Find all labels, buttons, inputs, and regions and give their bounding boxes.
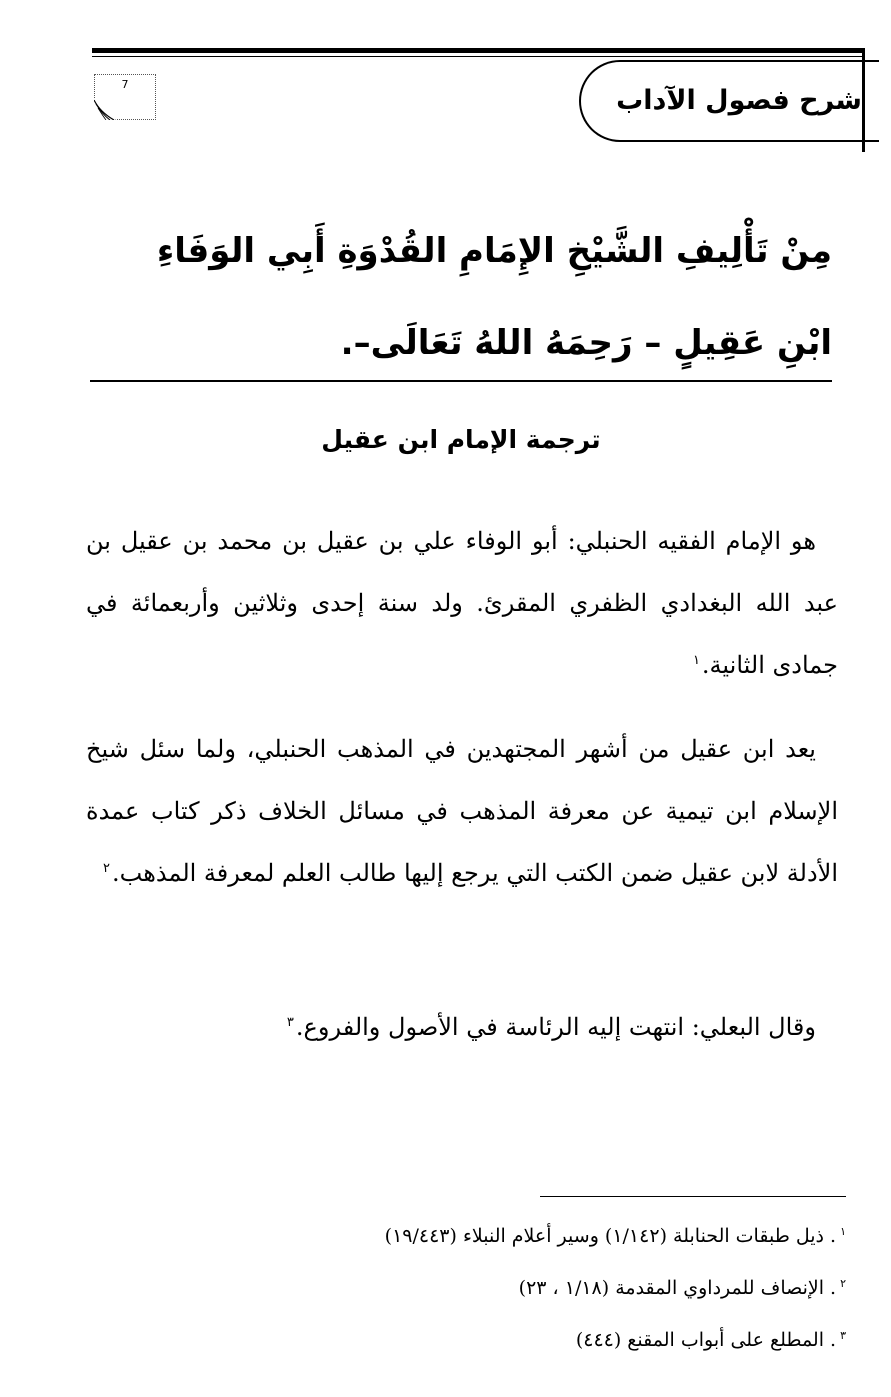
footnote-reference: ١ xyxy=(692,653,700,668)
header-rule-thick xyxy=(92,48,862,53)
header-rule-thin xyxy=(92,56,862,57)
author-divider xyxy=(90,380,832,382)
page-header xyxy=(0,0,891,160)
footnote-item xyxy=(86,1210,846,1262)
footnote-item xyxy=(86,1314,846,1366)
paragraph-text: هو الإمام الفقيه الحنبلي: أبو الوفاء علي بن عقيل بن محمد بن عقيل بن عبد الله البغدادي الظفري المقرئ. ولد سنة إحدى وثلاثين وأربعمائة في جمادى الثانية. xyxy=(86,527,838,679)
paragraph-standing xyxy=(86,718,838,904)
section-heading: ترجمة الإمام ابن عقيل xyxy=(321,425,601,454)
footnote-reference: ٣ xyxy=(286,1015,294,1030)
footnote-text: . ذيل طبقات الحنابلة (١/١٤٢) وسير أعلام النبلاء (١٩/٤٤٣) xyxy=(384,1225,837,1247)
footnote-divider xyxy=(540,1196,846,1197)
title-frame-bar xyxy=(862,48,865,152)
footnote-item xyxy=(86,1262,846,1314)
book-title: شرح فصول الآداب xyxy=(616,85,862,116)
page-number: 7 xyxy=(121,78,129,91)
footnote-text: . الإنصاف للمرداوي المقدمة (١/١٨ ، ٢٣) xyxy=(518,1277,837,1299)
footnote-marker: ١ xyxy=(840,1224,846,1238)
footnote-marker: ٢ xyxy=(840,1276,846,1290)
footnote-text: . المطلع على أبواب المقنع (٤٤٤) xyxy=(575,1329,837,1351)
author-line: مِنْ تَأْلِيفِ الشَّيْخِ الإِمَامِ القُدْوَةِ أَبِي الوَفَاءِ ابْنِ عَقِيلٍ – رَحِمَهُ اللهُ تَعَالَى–. xyxy=(156,231,832,363)
paragraph-text: يعد ابن عقيل من أشهر المجتهدين في المذهب الحنبلي، ولما سئل شيخ الإسلام ابن تيمية عن معرفة المذهب في مسائل الخلاف ذكر كتاب عمدة الأدلة لابن عقيل ضمن الكتب التي يرجع إليها طالب العلم لمعرفة المذهب. xyxy=(86,735,838,887)
paragraph-biography xyxy=(86,510,838,696)
footnote-marker: ٣ xyxy=(840,1328,846,1342)
footnote-reference: ٢ xyxy=(103,861,110,876)
paragraph-text: وقال البعلي: انتهت إليه الرئاسة في الأصول والفروع. xyxy=(295,1013,816,1041)
paragraph-quote xyxy=(86,996,838,1058)
page-curl-icon xyxy=(94,98,116,120)
footnotes xyxy=(86,1210,846,1366)
